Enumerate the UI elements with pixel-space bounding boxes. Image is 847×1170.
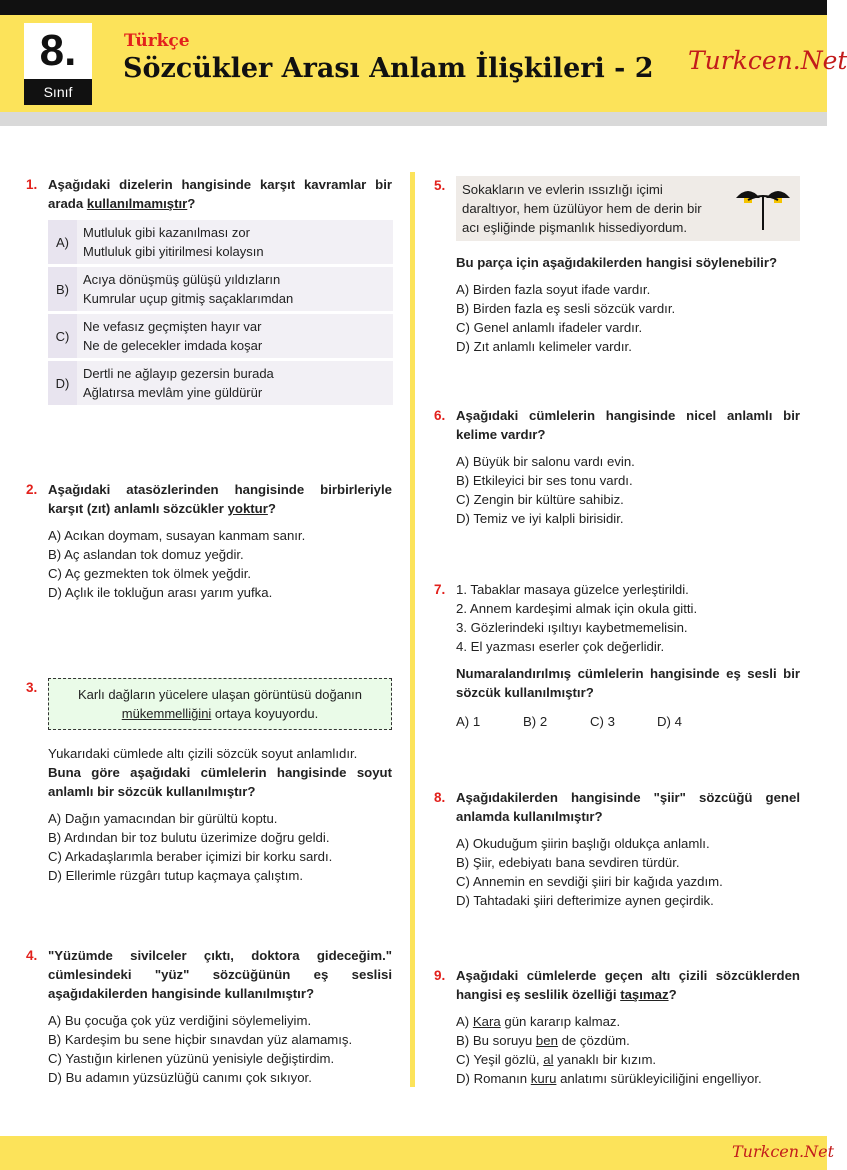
question-stem: Aşağıdaki cümlelerin hangisinde nicel anlamlı bir kelime vardır? <box>456 408 800 442</box>
option-text: A) <box>456 1014 473 1029</box>
question-3 <box>26 678 392 885</box>
sentence-1: 1. Tabaklar masaya güzelce yerleştirildi. <box>456 582 689 597</box>
question-stem: Numaralandırılmış cümlelerin hangisinde eş sesli bir sözcük kullanılmıştır? <box>456 666 800 700</box>
question-stem: Aşağıdakilerden hangisinde "şiir" sözcüğü genel anlamda kullanılmıştır? <box>456 790 800 824</box>
option-line: Kumrular uçup gitmiş saçaklarımdan <box>83 291 294 306</box>
option-text <box>77 314 393 358</box>
footer-band <box>0 1136 827 1170</box>
option-text <box>77 267 393 311</box>
passage-box <box>456 176 800 241</box>
option-line: Dertli ne ağlayıp gezersin burada <box>83 366 274 381</box>
question-7 <box>434 580 800 731</box>
option-d[interactable]: D) Tahtadaki şiiri defterimize aynen geçirdik. <box>456 893 714 908</box>
option-row[interactable] <box>48 361 393 405</box>
lamp-icon <box>734 182 792 232</box>
question-number: 3. <box>26 680 38 695</box>
option-d[interactable]: D) Zıt anlamlı kelimeler vardır. <box>456 339 632 354</box>
option-b[interactable]: B) Aç aslandan tok domuz yeğdir. <box>48 547 244 562</box>
question-number: 5. <box>434 178 446 193</box>
option-d[interactable]: D) Açlık ile tokluğun arası yarım yufka. <box>48 585 273 600</box>
option-d[interactable]: D) 4 <box>657 714 682 729</box>
option-text <box>77 220 393 264</box>
option-line: Ne vefasız geçmişten hayır var <box>83 319 262 334</box>
quote-underlined: mükemmelliğini <box>121 706 212 721</box>
question-stem: "Yüzümde sivilceler çıktı, doktora gideceğim." cümlesindeki "yüz" sözcüğünün eş seslisi aşağıdakilerden hangisinde kullanılmıştır? <box>48 948 392 1001</box>
option-text: de çözdüm. <box>557 1033 630 1048</box>
option-text: D) Romanın <box>456 1071 531 1086</box>
option-underlined: al <box>543 1052 554 1067</box>
grade-label: Sınıf <box>24 79 92 105</box>
question-1 <box>26 175 392 408</box>
sentence-2: 2. Annem kardeşimi almak için okula gitti. <box>456 601 698 616</box>
question-9 <box>434 966 800 1088</box>
option-a[interactable]: A) Bu çocuğa çok yüz verdiğini söylemeliyim. <box>48 1013 312 1028</box>
option-d[interactable]: D) Ellerimle rüzgârı tutup kaçmaya çalıştım. <box>48 868 304 883</box>
option-c[interactable]: C) Arkadaşlarımla beraber içimizi bir korku sardı. <box>48 849 333 864</box>
option-text: yanaklı bir kızım. <box>553 1052 657 1067</box>
grade-number: 8. <box>39 26 77 75</box>
sentence-4: 4. El yazması eserler çok değerlidir. <box>456 639 665 654</box>
question-stem: Buna göre aşağıdaki cümlelerin hangisinde soyut anlamlı bir sözcük kullanılmıştır? <box>48 765 392 799</box>
option-text: gün kararıp kalmaz. <box>500 1014 621 1029</box>
question-2 <box>26 480 392 602</box>
options-list <box>48 526 392 602</box>
options-table <box>48 217 393 408</box>
question-number: 1. <box>26 177 38 192</box>
question-number: 4. <box>26 948 38 963</box>
options-list <box>456 452 800 528</box>
stem-text: Aşağıdaki cümlelerde geçen altı çizili sözcüklerden hangisi eş seslilik özelliği <box>456 968 800 1002</box>
option-row[interactable] <box>48 267 393 311</box>
options-row <box>456 712 800 731</box>
question-number: 9. <box>434 968 446 983</box>
option-c[interactable]: C) Annemin en sevdiği şiiri bir kağıda yazdım. <box>456 874 723 889</box>
question-stem <box>48 175 392 213</box>
options-list <box>48 809 392 885</box>
option-b[interactable]: B) Ardından bir toz bulutu üzerimize doğru geldi. <box>48 830 330 845</box>
option-label: B) <box>48 267 77 311</box>
option-line: Mutluluk gibi yitirilmesi kolaysın <box>83 244 264 259</box>
option-c[interactable]: C) Yastığın kirlenen yüzünü yenisiyle değiştirdim. <box>48 1051 335 1066</box>
question-5 <box>434 176 800 356</box>
option-b[interactable] <box>456 1031 800 1050</box>
question-4 <box>26 946 392 1087</box>
question-6 <box>434 406 800 528</box>
option-line: Ağlatırsa mevlâm yine güldürür <box>83 385 263 400</box>
stem-text: Aşağıdaki atasözlerinden hangisinde birbirleriyle karşıt (zıt) anlamlı sözcükler <box>48 482 392 516</box>
option-a[interactable]: A) 1 <box>456 714 481 729</box>
option-c[interactable] <box>456 1050 800 1069</box>
question-number: 7. <box>434 582 446 597</box>
option-a[interactable]: A) Okuduğum şiirin başlığı oldukça anlamlı. <box>456 836 710 851</box>
option-label: A) <box>48 220 77 264</box>
option-text: B) Bu soruyu <box>456 1033 536 1048</box>
question-8 <box>434 788 800 910</box>
top-bar <box>0 0 827 15</box>
option-text <box>77 361 393 405</box>
option-text: anlatımı sürükleyiciliğini engelliyor. <box>556 1071 762 1086</box>
quote-box <box>48 678 392 730</box>
quote-line: Karlı dağların yücelere ulaşan görüntüsü doğanın <box>77 687 363 702</box>
question-stem <box>456 966 800 1004</box>
quote-line <box>57 704 383 723</box>
option-c[interactable]: C) 3 <box>590 714 615 729</box>
option-d[interactable]: D) Bu adamın yüzsüzlüğü canımı çok sıkıyor. <box>48 1070 312 1085</box>
question-number: 6. <box>434 408 446 423</box>
option-text: C) Yeşil gözlü, <box>456 1052 544 1067</box>
options-list <box>456 280 800 356</box>
question-stem-normal: Yukarıdaki cümlede altı çizili sözcük soyut anlamlıdır. <box>48 746 358 761</box>
footer-logo: Turkcen.Net <box>732 1142 835 1161</box>
question-number: 2. <box>26 482 38 497</box>
stem-end: ? <box>187 196 196 211</box>
option-c[interactable]: C) Genel anlamlı ifadeler vardır. <box>456 320 643 335</box>
option-underlined: Kara <box>472 1014 501 1029</box>
option-b[interactable]: B) 2 <box>523 714 548 729</box>
option-a[interactable]: A) Büyük bir salonu vardı evin. <box>456 454 635 469</box>
option-a[interactable] <box>456 1012 800 1031</box>
options-list <box>48 1011 392 1087</box>
stem-end: ? <box>267 501 276 516</box>
option-b[interactable]: B) Etkileyici bir ses tonu vardı. <box>456 473 633 488</box>
option-underlined: kuru <box>530 1071 557 1086</box>
option-underlined: ben <box>535 1033 558 1048</box>
option-a[interactable]: A) Birden fazla soyut ifade vardır. <box>456 282 651 297</box>
stem-text: Aşağıdaki dizelerin hangisinde karşıt kavramlar bir arada <box>48 177 392 211</box>
option-label: C) <box>48 314 77 358</box>
grade-badge <box>24 23 92 105</box>
numbered-sentences <box>456 580 800 656</box>
option-b[interactable]: B) Şiir, edebiyatı bana sevdiren türdür. <box>456 855 680 870</box>
question-stem <box>48 480 392 518</box>
sentence-3: 3. Gözlerindeki ışıltıyı kaybetmemelisin. <box>456 620 688 635</box>
question-stem: Bu parça için aşağıdakilerden hangisi söylenebilir? <box>456 255 778 270</box>
passage-text: Sokakların ve evlerin ıssızlığı içimi daraltıyor, hem üzülüyor hem de derin bir acı eşliğinde pişmanlık hissediyordum. <box>462 182 702 235</box>
option-a[interactable]: A) Dağın yamacından bir gürültü koptu. <box>48 811 278 826</box>
question-number: 8. <box>434 790 446 805</box>
column-divider <box>410 172 415 1087</box>
option-b[interactable]: B) Kardeşim bu sene hiçbir sınavdan yüz alamamış. <box>48 1032 353 1047</box>
stem-underlined: kullanılmamıştır <box>86 196 188 211</box>
option-c[interactable]: C) Aç gezmekten tok ölmek yeğdir. <box>48 566 252 581</box>
quote-end: ortaya koyuyordu. <box>211 706 319 721</box>
option-d[interactable]: D) Temiz ve iyi kalpli birisidir. <box>456 511 624 526</box>
option-b[interactable]: B) Birden fazla eş sesli sözcük vardır. <box>456 301 676 316</box>
option-a[interactable]: A) Acıkan doymam, susayan kanmam sanır. <box>48 528 306 543</box>
stem-end: ? <box>668 987 677 1002</box>
options-list <box>456 1012 800 1088</box>
site-logo: Turkcen.Net <box>688 46 847 75</box>
stem-underlined: yoktur <box>227 501 268 516</box>
option-c[interactable]: C) Zengin bir kültüre sahibiz. <box>456 492 624 507</box>
option-line: Acıya dönüşmüş gülüşü yıldızların <box>83 272 281 287</box>
page-title: Sözcükler Arası Anlam İlişkileri - 2 <box>123 53 654 84</box>
option-line: Ne de gelecekler imdada koşar <box>83 338 263 353</box>
option-line: Mutluluk gibi kazanılması zor <box>83 225 250 240</box>
option-row[interactable] <box>48 314 393 358</box>
options-list <box>456 834 800 910</box>
header-divider <box>0 112 827 126</box>
stem-underlined: taşımaz <box>620 987 669 1002</box>
option-row[interactable] <box>48 220 393 264</box>
option-label: D) <box>48 361 77 405</box>
option-d[interactable] <box>456 1069 800 1088</box>
subject-label: Türkçe <box>124 31 190 51</box>
